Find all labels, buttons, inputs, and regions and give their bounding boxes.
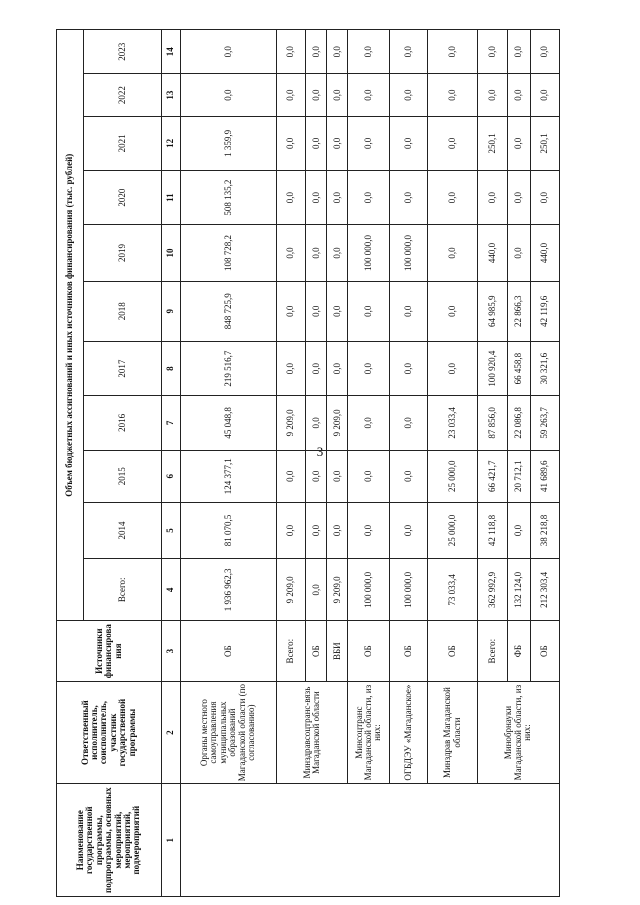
year-value-cell: 250,1 — [478, 116, 507, 170]
year-value-cell: 0,0 — [277, 281, 306, 341]
year-value-cell: 0,0 — [180, 74, 276, 116]
year-value-cell: 0,0 — [390, 396, 428, 450]
year-value-cell: 0,0 — [306, 396, 327, 450]
year-value-cell: 0,0 — [306, 116, 327, 170]
year-value-cell: 0,0 — [306, 450, 327, 502]
header-year: 2015 — [84, 450, 162, 502]
header-year: 2014 — [84, 502, 162, 558]
source-cell: ОБ — [390, 621, 428, 681]
year-value-cell: 0,0 — [530, 30, 559, 74]
year-value-cell: 250,1 — [530, 116, 559, 170]
year-value-cell: 0,0 — [348, 74, 390, 116]
year-value-cell: 41 689,6 — [530, 450, 559, 502]
year-value-cell: 0,0 — [277, 450, 306, 502]
year-value-cell: 0,0 — [390, 171, 428, 225]
year-value-cell: 0,0 — [507, 225, 530, 281]
column-number: 13 — [161, 74, 180, 116]
header-source: Источники финансирова ния — [57, 621, 162, 681]
year-value-cell: 0,0 — [507, 502, 530, 558]
year-value-cell: 0,0 — [348, 116, 390, 170]
total-value-cell: 73 033,4 — [427, 559, 477, 621]
source-cell: ВБИ — [327, 621, 348, 681]
total-value-cell: 362 992,9 — [478, 559, 507, 621]
year-value-cell: 0,0 — [327, 116, 348, 170]
year-value-cell: 0,0 — [348, 341, 390, 395]
column-number: 14 — [161, 30, 180, 74]
table-row — [478, 30, 507, 897]
total-value-cell: 9 209,0 — [277, 559, 306, 621]
column-number: 5 — [161, 502, 180, 558]
year-value-cell: 0,0 — [530, 171, 559, 225]
year-value-cell: 64 985,9 — [478, 281, 507, 341]
executor-cell: Органы местного самоуправления муниципальных образований Магаданской области (по согласованию) — [180, 681, 276, 784]
year-value-cell: 0,0 — [277, 30, 306, 74]
source-cell: ОБ — [427, 621, 477, 681]
year-value-cell: 0,0 — [390, 281, 428, 341]
column-number: 2 — [161, 681, 180, 784]
source-cell: ОБ — [180, 621, 276, 681]
year-value-cell: 0,0 — [390, 502, 428, 558]
year-value-cell: 0,0 — [327, 74, 348, 116]
year-value-cell: 45 048,8 — [180, 396, 276, 450]
header-year: 2021 — [84, 116, 162, 170]
year-value-cell: 25 000,0 — [427, 502, 477, 558]
source-cell: ОБ — [306, 621, 327, 681]
year-value-cell: 0,0 — [390, 30, 428, 74]
executor-cell: Минобрнауки Магаданской области, из них: — [478, 681, 560, 784]
column-number: 6 — [161, 450, 180, 502]
year-value-cell: 100 000,0 — [390, 225, 428, 281]
total-value-cell: 9 209,0 — [327, 559, 348, 621]
column-number: 9 — [161, 281, 180, 341]
year-value-cell: 0,0 — [277, 225, 306, 281]
source-cell: ФБ — [507, 621, 530, 681]
year-value-cell: 0,0 — [180, 30, 276, 74]
year-value-cell: 0,0 — [427, 171, 477, 225]
source-cell: Всего: — [277, 621, 306, 681]
year-value-cell: 0,0 — [427, 30, 477, 74]
source-cell: ОБ — [348, 621, 390, 681]
column-number: 4 — [161, 559, 180, 621]
year-value-cell: 0,0 — [306, 225, 327, 281]
header-total: Всего: — [84, 559, 162, 621]
year-value-cell: 0,0 — [427, 74, 477, 116]
year-value-cell: 22 086,8 — [507, 396, 530, 450]
executor-cell: Минздравсоцтранс-вязь Магаданской области — [277, 681, 348, 784]
column-number: 8 — [161, 341, 180, 395]
year-value-cell: 0,0 — [478, 30, 507, 74]
header-year: 2023 — [84, 30, 162, 74]
year-value-cell: 0,0 — [390, 341, 428, 395]
year-value-cell: 0,0 — [306, 74, 327, 116]
column-number: 7 — [161, 396, 180, 450]
year-value-cell: 42 119,6 — [530, 281, 559, 341]
column-number: 10 — [161, 225, 180, 281]
year-value-cell: 0,0 — [348, 450, 390, 502]
year-value-cell: 0,0 — [427, 116, 477, 170]
year-value-cell: 0,0 — [427, 225, 477, 281]
executor-cell: Минздрав Магаданской области — [427, 681, 477, 784]
year-value-cell: 59 263,7 — [530, 396, 559, 450]
year-value-cell: 0,0 — [306, 281, 327, 341]
year-value-cell: 0,0 — [348, 281, 390, 341]
year-value-cell: 81 070,5 — [180, 502, 276, 558]
year-value-cell: 20 712,1 — [507, 450, 530, 502]
year-value-cell: 0,0 — [507, 30, 530, 74]
program-name-cell — [180, 784, 559, 897]
year-value-cell: 42 118,8 — [478, 502, 507, 558]
year-value-cell: 25 000,0 — [427, 450, 477, 502]
executor-cell: ОГБДЭУ «Магаданское» — [390, 681, 428, 784]
header-year: 2016 — [84, 396, 162, 450]
budget-table — [56, 29, 560, 897]
table-row — [348, 30, 390, 897]
page-number: 3 — [316, 444, 324, 459]
executor-cell: Минсоцтранс Магаданской области, из них: — [348, 681, 390, 784]
year-value-cell: 0,0 — [348, 171, 390, 225]
year-value-cell: 0,0 — [327, 30, 348, 74]
year-value-cell: 108 728,2 — [180, 225, 276, 281]
year-value-cell: 508 135,2 — [180, 171, 276, 225]
year-value-cell: 66 421,7 — [478, 450, 507, 502]
total-value-cell: 0,0 — [306, 559, 327, 621]
year-value-cell: 0,0 — [507, 74, 530, 116]
header-year: 2017 — [84, 341, 162, 395]
year-value-cell: 0,0 — [327, 502, 348, 558]
source-cell: Всего: — [478, 621, 507, 681]
year-value-cell: 0,0 — [327, 341, 348, 395]
year-value-cell: 0,0 — [277, 341, 306, 395]
year-value-cell: 0,0 — [306, 171, 327, 225]
table-row — [277, 30, 306, 897]
year-value-cell: 0,0 — [327, 225, 348, 281]
header-financing-group: Объем бюджетных ассигнований и иных источников финансирования (тыс. рублей) — [57, 30, 84, 621]
year-value-cell: 0,0 — [390, 116, 428, 170]
year-value-cell: 100 000,0 — [348, 225, 390, 281]
year-value-cell: 0,0 — [348, 502, 390, 558]
year-value-cell: 0,0 — [277, 116, 306, 170]
header-year: 2019 — [84, 225, 162, 281]
year-value-cell: 0,0 — [306, 30, 327, 74]
header-year: 2018 — [84, 281, 162, 341]
table-row — [427, 30, 477, 897]
year-value-cell: 124 377,1 — [180, 450, 276, 502]
year-value-cell: 0,0 — [427, 281, 477, 341]
year-value-cell: 0,0 — [277, 74, 306, 116]
total-value-cell: 100 000,0 — [390, 559, 428, 621]
year-value-cell: 0,0 — [327, 450, 348, 502]
column-number: 3 — [161, 621, 180, 681]
year-value-cell: 0,0 — [277, 502, 306, 558]
year-value-cell: 87 856,0 — [478, 396, 507, 450]
year-value-cell: 848 725,9 — [180, 281, 276, 341]
column-number: 1 — [161, 784, 180, 897]
table-row — [390, 30, 428, 897]
column-number-row — [161, 30, 180, 897]
header-program: Наименование государственной программы, подпрограммы, основных мероприятий, мероприятий, подмероприятий — [57, 784, 162, 897]
year-value-cell: 0,0 — [507, 116, 530, 170]
year-value-cell: 440,0 — [530, 225, 559, 281]
column-number: 11 — [161, 171, 180, 225]
year-value-cell: 0,0 — [507, 171, 530, 225]
total-value-cell: 212 303,4 — [530, 559, 559, 621]
year-value-cell: 100 920,4 — [478, 341, 507, 395]
year-value-cell: 9 209,0 — [327, 396, 348, 450]
table-row — [180, 30, 276, 897]
year-value-cell: 0,0 — [277, 171, 306, 225]
year-value-cell: 38 218,8 — [530, 502, 559, 558]
header-year: 2022 — [84, 74, 162, 116]
year-value-cell: 0,0 — [390, 450, 428, 502]
header-year: 2020 — [84, 171, 162, 225]
year-value-cell: 0,0 — [390, 74, 428, 116]
year-value-cell: 219 516,7 — [180, 341, 276, 395]
year-value-cell: 1 359,9 — [180, 116, 276, 170]
source-cell: ОБ — [530, 621, 559, 681]
year-value-cell: 0,0 — [478, 171, 507, 225]
year-value-cell: 66 458,8 — [507, 341, 530, 395]
column-number: 12 — [161, 116, 180, 170]
year-value-cell: 22 866,3 — [507, 281, 530, 341]
total-value-cell: 1 936 962,3 — [180, 559, 276, 621]
year-value-cell: 0,0 — [478, 74, 507, 116]
year-value-cell: 0,0 — [306, 502, 327, 558]
year-value-cell: 0,0 — [348, 30, 390, 74]
year-value-cell: 23 033,4 — [427, 396, 477, 450]
total-value-cell: 100 000,0 — [348, 559, 390, 621]
header-executor: Ответственный исполнитель, соисполнитель, участник государственной программы — [57, 681, 162, 784]
year-value-cell: 0,0 — [306, 341, 327, 395]
year-value-cell: 0,0 — [530, 74, 559, 116]
year-value-cell: 0,0 — [348, 396, 390, 450]
year-value-cell: 9 209,0 — [277, 396, 306, 450]
year-value-cell: 440,0 — [478, 225, 507, 281]
year-value-cell: 0,0 — [327, 281, 348, 341]
year-value-cell: 0,0 — [427, 341, 477, 395]
total-value-cell: 132 124,0 — [507, 559, 530, 621]
year-value-cell: 30 321,6 — [530, 341, 559, 395]
year-value-cell: 0,0 — [327, 171, 348, 225]
